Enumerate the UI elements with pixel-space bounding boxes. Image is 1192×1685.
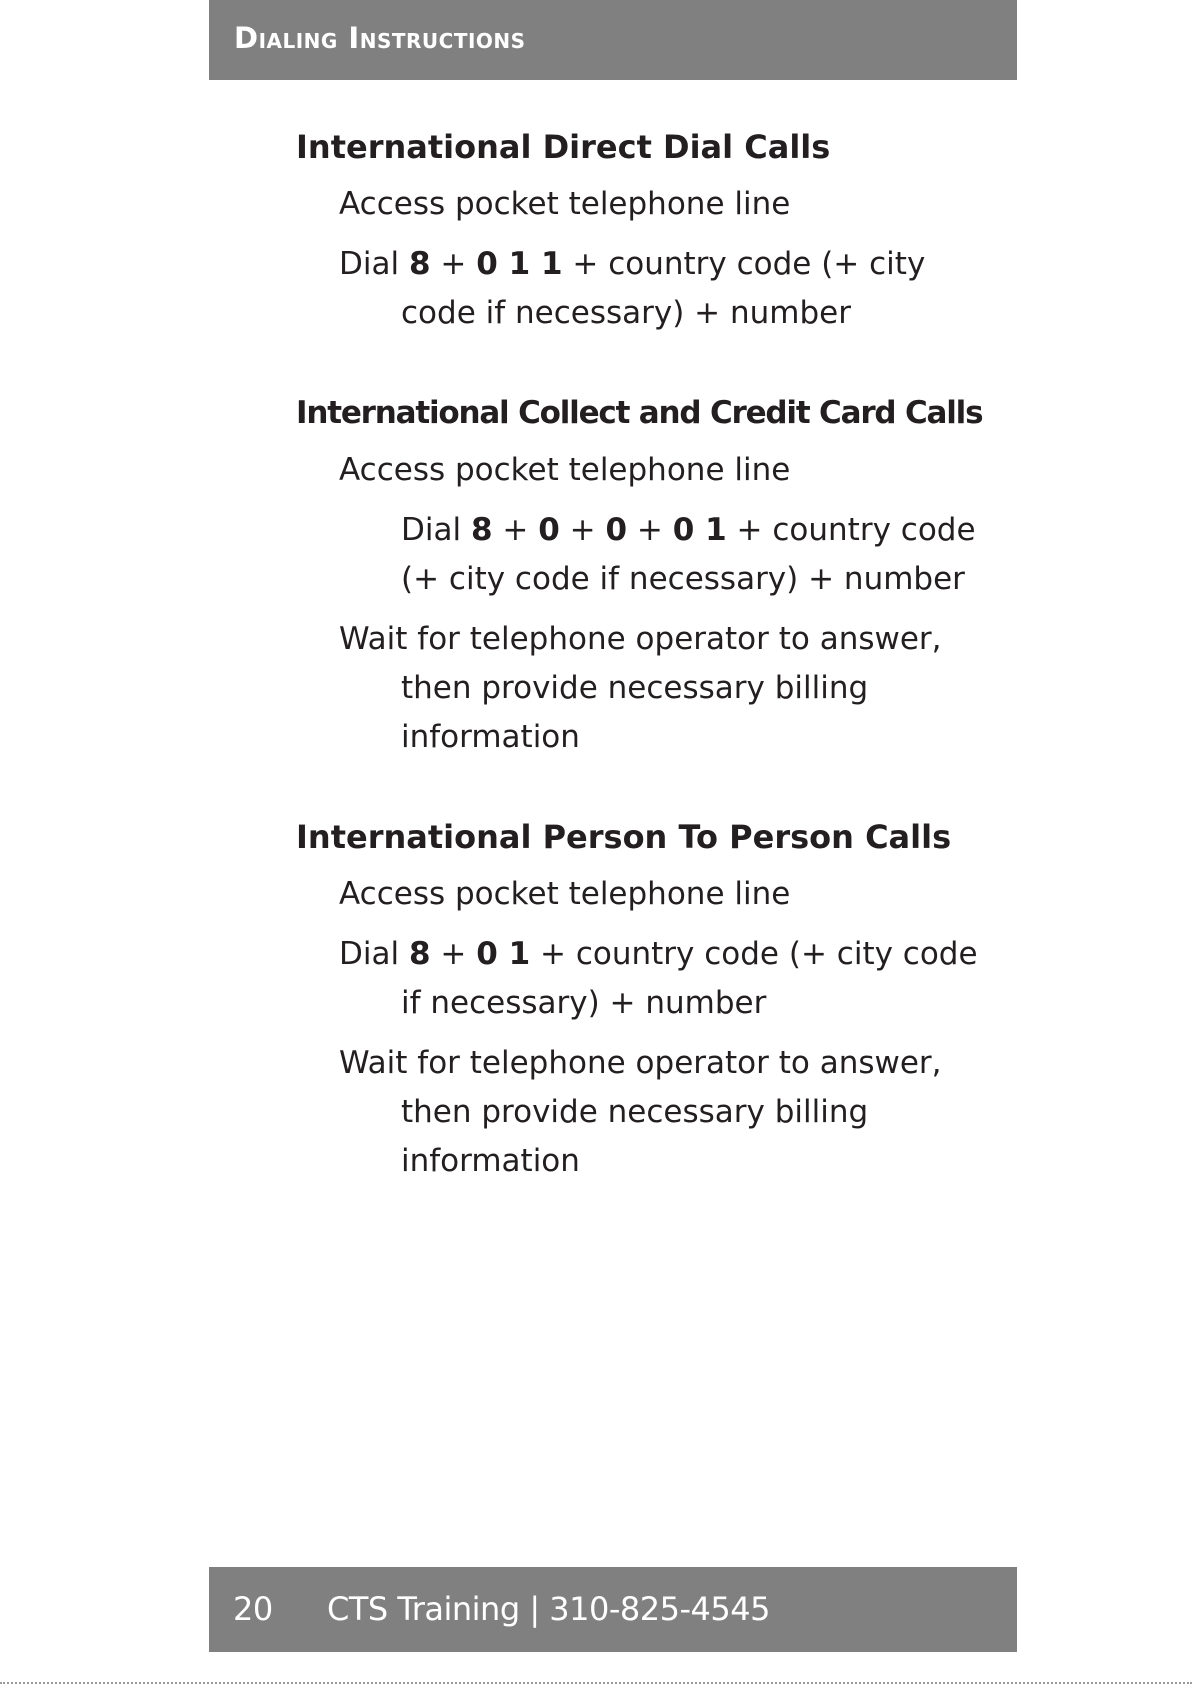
step-access-line: Access pocket telephone line	[339, 186, 791, 222]
section-direct-dial	[296, 118, 996, 338]
footer-bar	[209, 1567, 1017, 1652]
section-person-to-person	[296, 808, 996, 1186]
dial-digit: 0 1	[476, 936, 531, 972]
page-title: Dialing Instructions	[234, 21, 526, 55]
step-dial-suffix: + country code (+ city code if necessary) + number	[401, 246, 926, 331]
page-number: 20	[233, 1590, 273, 1628]
section-heading: International Direct Dial Calls	[296, 128, 831, 166]
dial-digit: 8	[470, 512, 493, 548]
footer-contact: CTS Training | 310-825-4545	[327, 1590, 770, 1628]
step-wait-operator: Wait for telephone operator to answer, then provide necessary billing information	[339, 621, 942, 755]
step-dial	[296, 930, 996, 1028]
dial-separator: +	[627, 512, 673, 548]
header-bar	[209, 0, 1017, 80]
step-dial	[296, 506, 996, 604]
step-dial-prefix: Dial	[339, 246, 409, 282]
dial-separator: +	[430, 936, 477, 972]
dial-digit: 8	[408, 246, 431, 282]
step-dial	[296, 240, 996, 338]
step-dial-prefix: Dial	[339, 936, 409, 972]
section-collect-credit	[296, 384, 996, 762]
instructions-content	[296, 118, 996, 1232]
step-dial-suffix: + country code (+ city code if necessary) + number	[401, 512, 976, 597]
dial-digit: 8	[408, 936, 431, 972]
dial-digit: 0 1 1	[476, 246, 563, 282]
dial-digit: 0	[538, 512, 560, 548]
dial-separator: +	[430, 246, 477, 282]
section-heading: International Person To Person Calls	[296, 818, 952, 856]
step-wait-operator: Wait for telephone operator to answer, then provide necessary billing information	[339, 1045, 942, 1179]
step-access-line: Access pocket telephone line	[339, 452, 791, 488]
step-dial-suffix: + country code (+ city code if necessary) + number	[401, 936, 978, 1021]
dial-digit: 0	[605, 512, 628, 548]
dial-separator: +	[559, 512, 606, 548]
dotted-divider	[0, 1682, 1192, 1684]
step-dial-prefix: Dial	[401, 512, 471, 548]
dial-separator: +	[492, 512, 539, 548]
step-access-line: Access pocket telephone line	[339, 876, 791, 912]
section-heading: International Collect and Credit Card Calls	[296, 395, 983, 431]
dial-digit: 0 1	[672, 512, 727, 548]
